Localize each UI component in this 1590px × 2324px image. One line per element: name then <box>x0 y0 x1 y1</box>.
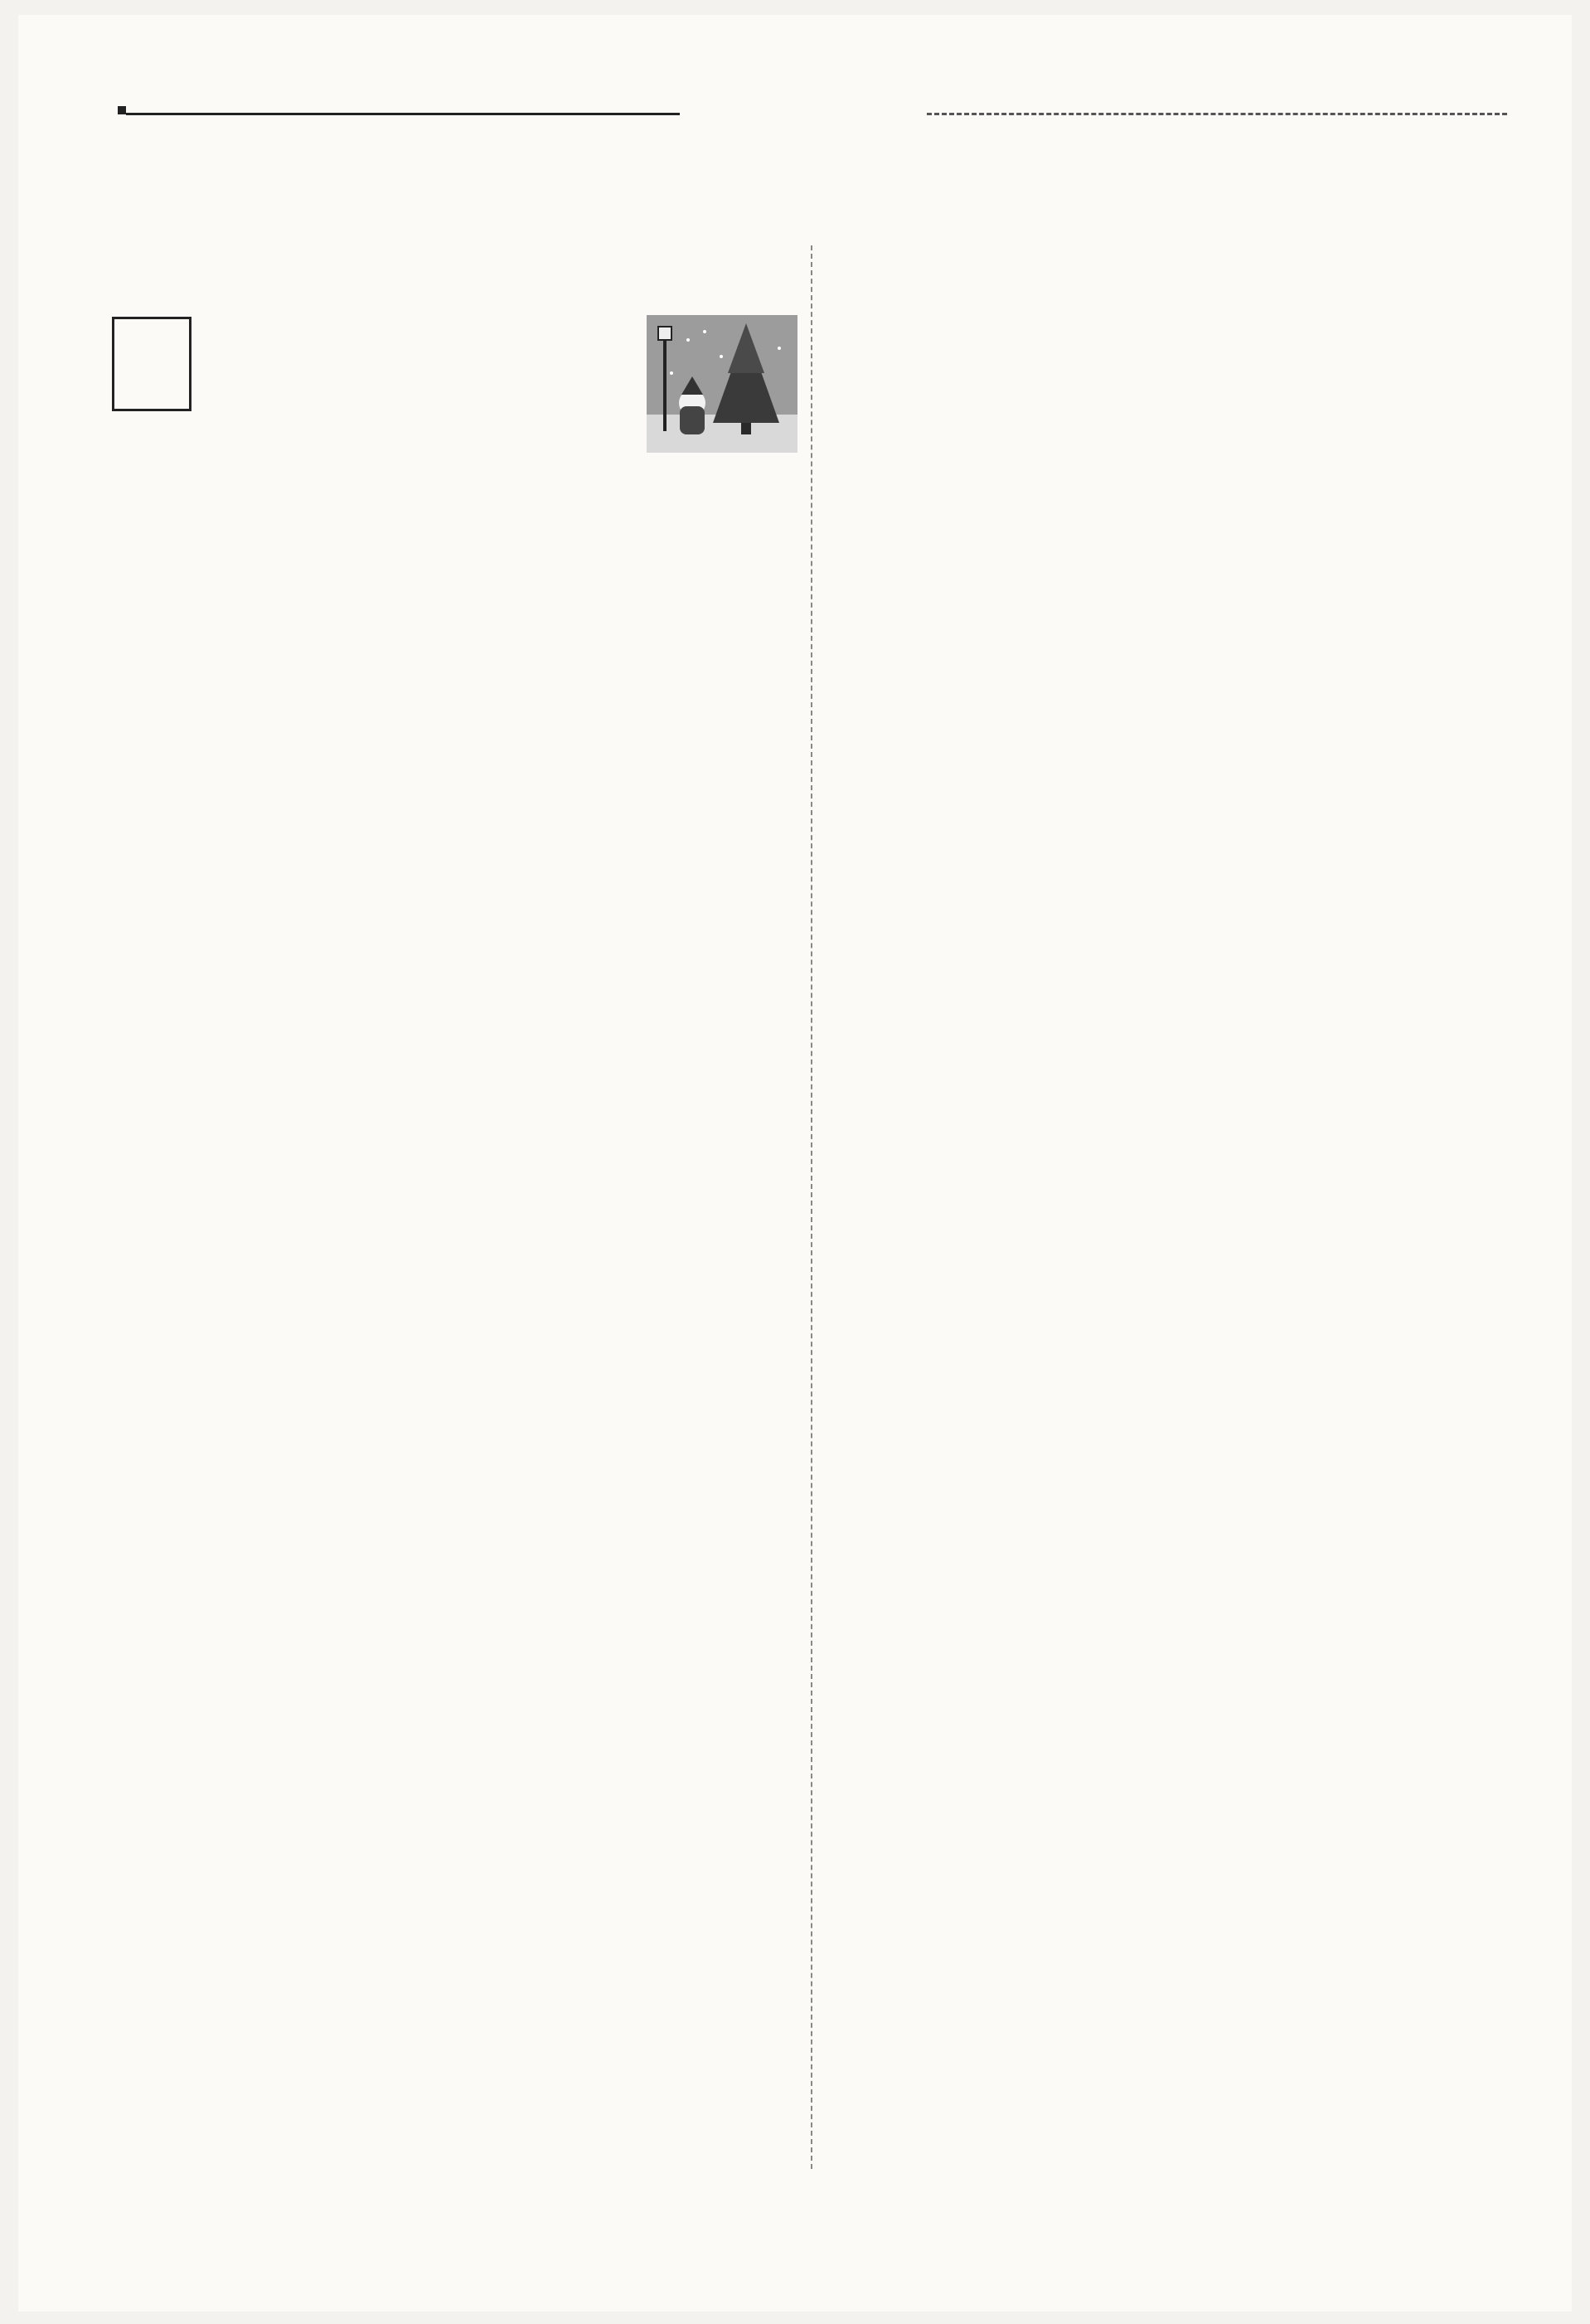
header-rule-left <box>126 113 680 115</box>
christmas-picture <box>647 315 797 453</box>
teacher-original-badge <box>112 317 191 411</box>
page-title <box>0 156 1590 201</box>
header-rule-right <box>927 113 1507 115</box>
column-divider <box>811 245 812 2169</box>
header-marker <box>118 106 126 114</box>
santa-tree-illustration <box>647 315 797 453</box>
